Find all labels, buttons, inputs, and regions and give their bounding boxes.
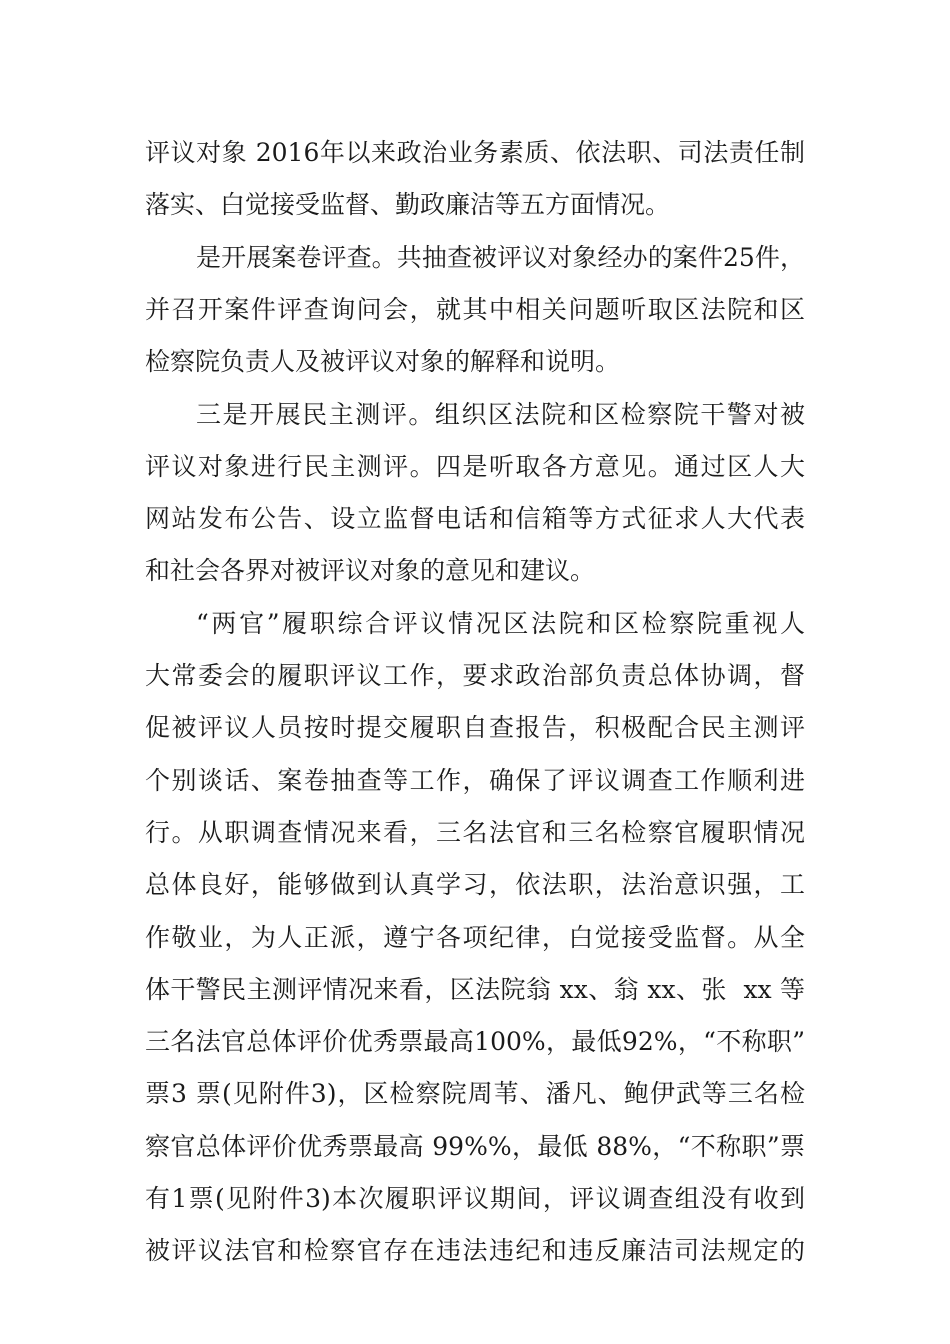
text-line: 票3 票(见附件3)，区检察院周苇、潘凡、鲍伊武等三名检	[145, 1079, 805, 1109]
text-line: 网站发布公告、设立监督电话和信箱等方式征求人大代表	[145, 504, 805, 534]
text-line: 大常委会的履职评议工作，要求政治部负责总体协调，督	[145, 661, 805, 690]
text-line: 个别谈话、案卷抽查等工作，确保了评议调查工作顺利进	[145, 765, 805, 795]
text-line: 和社会各界对被评议对象的意见和建议。	[145, 556, 596, 586]
text-line: 被评议法官和检察官存在违法违纪和违反廉洁司法规定的	[145, 1236, 805, 1266]
text-line: 察官总体评价优秀票最高 99%%，最低 88%，“不称职”票	[145, 1131, 805, 1161]
text-line: 评议对象进行民主测评。四是听取各方意见。通过区人大	[145, 451, 805, 481]
text-line: 作敬业，为人正派，遵宁各项纪律，白觉接受监督。从全	[145, 922, 805, 952]
text-line: 体干警民主测评情况来看，区法院翁 xx、翁 xx、张 xx 等	[145, 974, 805, 1004]
text-line: 总体良好，能够做到认真学习，依法职，法治意识强，工	[145, 870, 805, 900]
text-line: 检察院负责人及被评议对象的解释和说明。	[145, 347, 621, 377]
text-line: 三名法官总体评价优秀票最高100%，最低92%，“不称职”	[145, 1027, 805, 1057]
text-line: 行。从职调查情况来看，三名法官和三名检察官履职情况	[145, 817, 805, 847]
text-line: 三是开展民主测评。组织区法院和区检察院干警对被	[196, 399, 805, 429]
text-line: “两官”履职综合评议情况区法院和区检察院重视人	[196, 608, 805, 638]
text-line: 并召开案件评查询问会，就其中相关问题听取区法院和区	[145, 294, 805, 324]
text-line: 落实、白觉接受监督、勤政廉洁等五方面情况。	[145, 190, 671, 220]
text-line: 促被评议人员按时提交履职自查报告，积极配合民主测评	[145, 713, 805, 743]
text-line: 有1票(见附件3)本次履职评议期间，评议调查组没有收到	[145, 1184, 805, 1213]
text-line: 评议对象 2016年以来政治业务素质、依法职、司法责任制	[145, 138, 805, 167]
text-line: 是开展案卷评查。共抽查被评议对象经办的案件25件，	[196, 242, 805, 272]
